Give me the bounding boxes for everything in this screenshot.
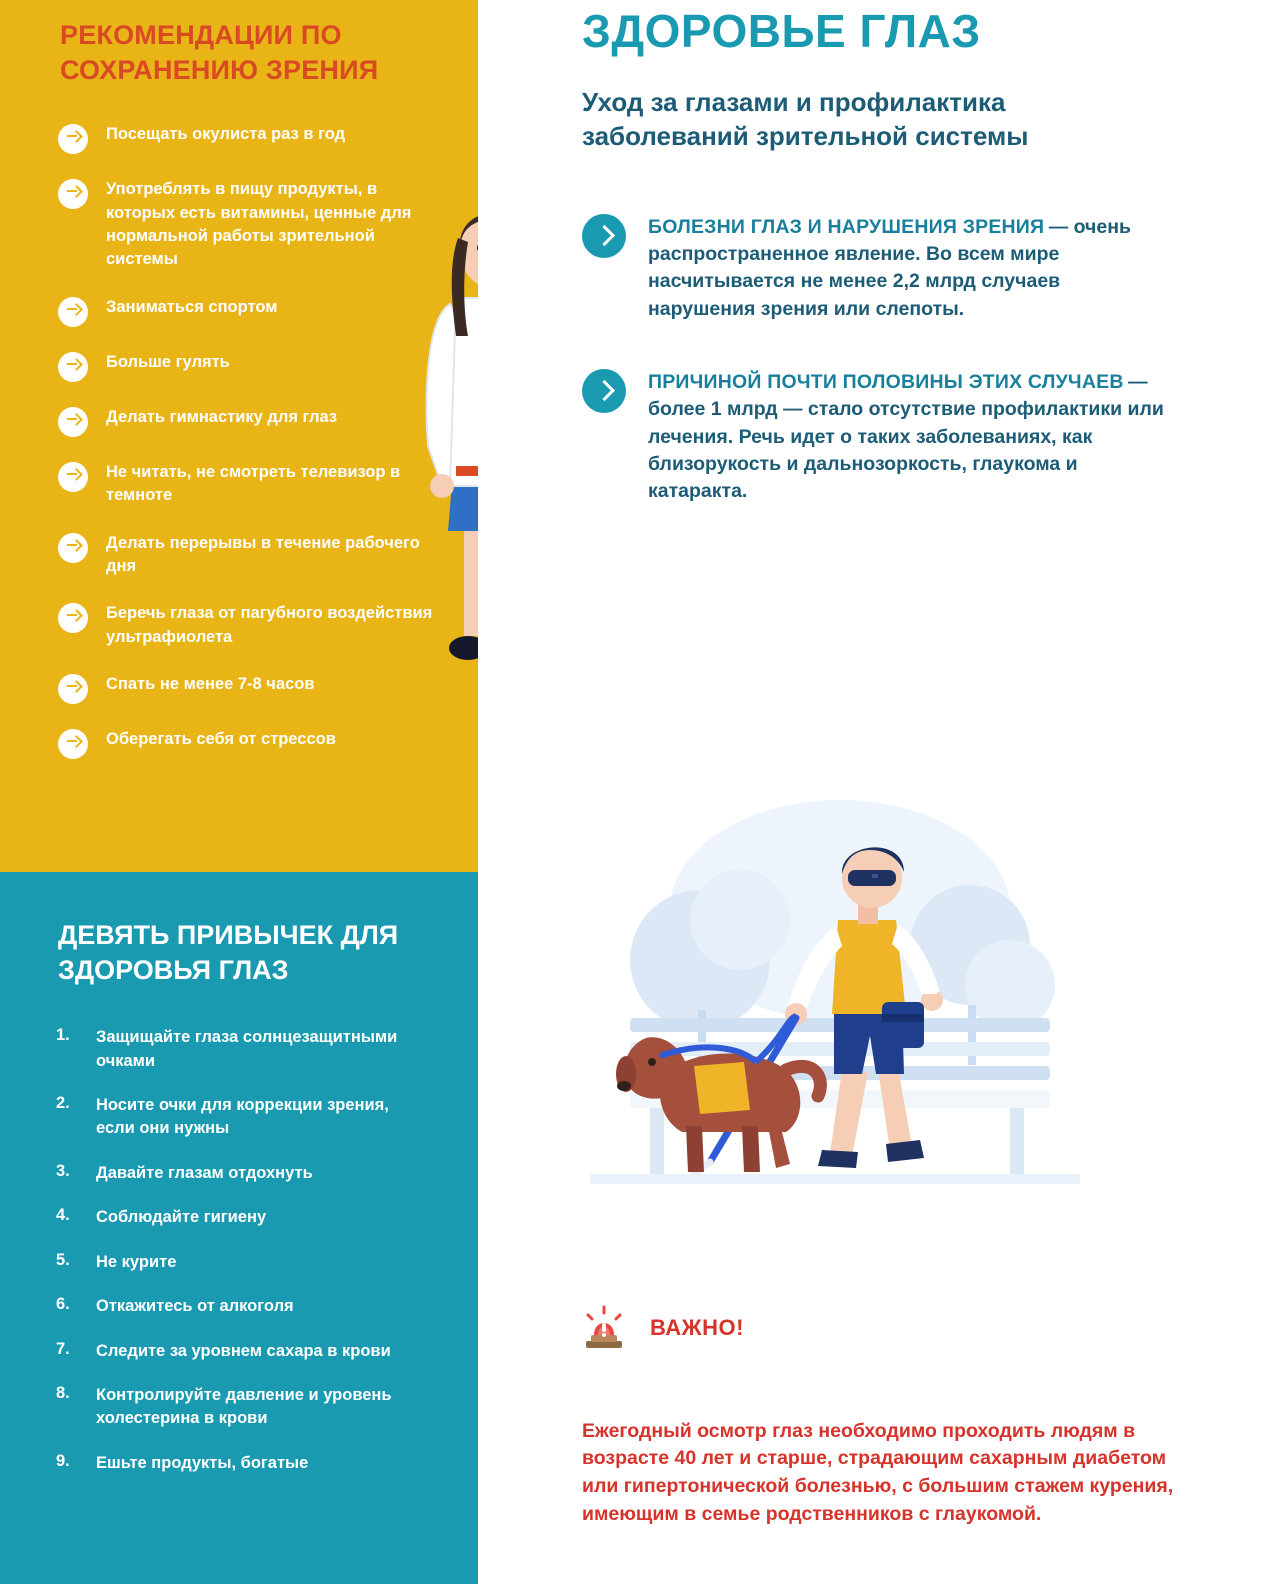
- habit-text: Носите очки для коррекции зрения, если они нужны: [96, 1096, 389, 1138]
- recommendation-text: Посещать окулиста раз в год: [106, 125, 346, 144]
- important-text: Ежегодный осмотр глаз необходимо проходить людям в возрасте 40 лет и старше, страдающим сахарным диабетом или гипертонической болезнью, с большим стажем курения, имеющим в семье родственников с глаукомой.: [582, 1419, 1174, 1525]
- alert-siren-icon: [582, 1305, 626, 1351]
- habit-text: Не курите: [96, 1252, 177, 1271]
- list-item: [56, 1206, 452, 1229]
- fact-lead: ПРИЧИНОЙ ПОЧТИ ПОЛОВИНЫ ЭТИХ СЛУЧАЕВ: [648, 370, 1124, 393]
- chevron-right-icon: [582, 369, 626, 413]
- recommendation-text: Делать гимнастику для глаз: [106, 407, 338, 426]
- list-item: [56, 1094, 452, 1141]
- recommendation-text: Употреблять в пищу продукты, в которых есть витамины, ценные для нормальной работы зрительной системы: [106, 180, 412, 269]
- fact-text: — очень распространенное явление. Во всем мире насчитывается не менее 2,2 млрд случаев нарушения зрения или слепоты.: [648, 215, 1131, 320]
- habit-number: 5.: [56, 1250, 70, 1269]
- list-item: [582, 369, 1227, 505]
- list-item: [58, 602, 452, 649]
- fact-lead: БОЛЕЗНИ ГЛАЗ И НАРУШЕНИЯ ЗРЕНИЯ: [648, 215, 1045, 238]
- habit-text: Ешьте продукты, богатые: [96, 1453, 309, 1472]
- important-row: [582, 1305, 744, 1351]
- list-item: [58, 728, 452, 759]
- list-item: [56, 1026, 452, 1073]
- habit-number: 4.: [56, 1206, 70, 1225]
- recommendation-text: Не читать, не смотреть телевизор в темноте: [106, 462, 401, 505]
- list-item: [582, 214, 1227, 323]
- list-item: [58, 406, 452, 437]
- habit-text: Давайте глазам отдохнуть: [96, 1163, 313, 1182]
- recommendations-title: РЕКОМЕНДАЦИИ ПО СОХРАНЕНИЮ ЗРЕНИЯ: [60, 20, 379, 85]
- page-subtitle: Уход за глазами и профилактика заболеваний зрительной системы: [582, 86, 1029, 152]
- habits-panel: [0, 872, 478, 1584]
- arrow-right-icon: [58, 297, 88, 327]
- recommendation-text: Спать не менее 7-8 часов: [106, 675, 315, 694]
- arrow-right-icon: [58, 533, 88, 563]
- arrow-right-icon: [58, 124, 88, 154]
- blind-person-with-guide-dog-illustration: [590, 770, 1080, 1220]
- arrow-right-icon: [58, 603, 88, 633]
- habit-number: 7.: [56, 1339, 70, 1358]
- recommendations-list: [58, 123, 452, 759]
- arrow-right-icon: [58, 674, 88, 704]
- recommendation-text: Оберегать себя от стрессов: [106, 730, 336, 749]
- list-item: [58, 532, 452, 579]
- list-item: [58, 461, 452, 508]
- habit-number: 3.: [56, 1161, 70, 1180]
- habit-text: Следите за уровнем сахара в крови: [96, 1341, 391, 1360]
- recommendation-text: Делать перерывы в течение рабочего дня: [106, 533, 420, 576]
- chevron-right-icon: [582, 214, 626, 258]
- list-item: [56, 1384, 452, 1431]
- list-item: [58, 178, 452, 272]
- recommendation-text: Беречь глаза от пагубного воздействия ультрафиолета: [106, 604, 433, 646]
- list-item: [56, 1295, 452, 1318]
- list-item: [58, 296, 452, 327]
- list-item: [56, 1251, 452, 1274]
- arrow-right-icon: [58, 462, 88, 492]
- recommendation-text: Больше гулять: [106, 352, 230, 371]
- list-item: [58, 351, 452, 382]
- page-title: ЗДОРОВЬЕ ГЛАЗ: [582, 5, 981, 57]
- arrow-right-icon: [58, 352, 88, 382]
- habit-text: Защищайте глаза солнцезащитными очками: [96, 1028, 398, 1070]
- arrow-right-icon: [58, 729, 88, 759]
- habit-number: 8.: [56, 1383, 70, 1402]
- recommendation-text: Заниматься спортом: [106, 297, 278, 316]
- list-item: [56, 1340, 452, 1363]
- habit-number: 9.: [56, 1451, 70, 1470]
- habits-title: ДЕВЯТЬ ПРИВЫЧЕК ДЛЯ ЗДОРОВЬЯ ГЛАЗ: [58, 920, 399, 986]
- arrow-right-icon: [58, 407, 88, 437]
- habit-text: Контролируйте давление и уровень холестерина в крови: [96, 1385, 392, 1428]
- habit-text: Соблюдайте гигиену: [96, 1208, 267, 1227]
- habits-list: [56, 1026, 452, 1475]
- habit-number: 2.: [56, 1094, 70, 1113]
- list-item: [58, 123, 452, 154]
- habit-number: 1.: [56, 1026, 70, 1045]
- list-item: [56, 1162, 452, 1185]
- habit-number: 6.: [56, 1295, 70, 1314]
- habit-text: Откажитесь от алкоголя: [96, 1297, 294, 1316]
- fact-text: — более 1 млрд — стало отсутствие профилактики или лечения. Речь идет о таких заболеваниях, как близорукость и дальнозоркость, глаукома и катаракта.: [648, 370, 1164, 503]
- list-item: [56, 1452, 452, 1475]
- arrow-right-icon: [58, 179, 88, 209]
- facts-list: [582, 214, 1227, 506]
- important-label: ВАЖНО!: [650, 1315, 744, 1340]
- list-item: [58, 673, 452, 704]
